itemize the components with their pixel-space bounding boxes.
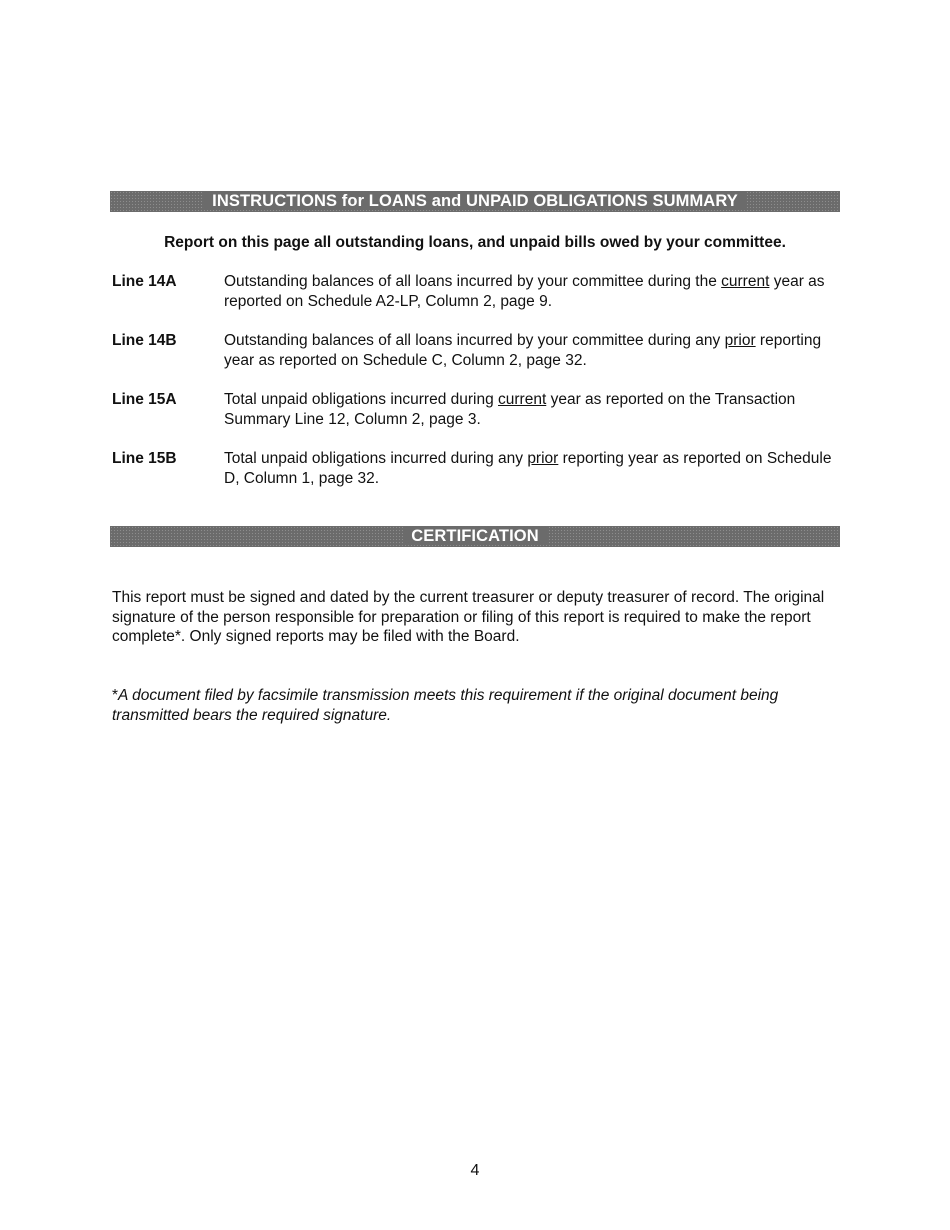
footnote (112, 686, 840, 726)
line-14b-text-emphasis: prior (724, 332, 756, 349)
line-14a-description (224, 272, 834, 311)
line-14b-description (224, 331, 834, 370)
line-15b-label: Line 15B (112, 450, 177, 467)
line-14b-text-post: reporting year as reported on Schedule C, Column 2, page 32. (224, 332, 822, 369)
line-15a-label: Line 15A (112, 391, 177, 408)
line-15b-text-pre: Total unpaid obligations incurred during any (224, 450, 528, 467)
footnote-text: A document filed by facsimile transmission meets this requirement if the original document being transmitted bears the required signature. (112, 687, 779, 724)
instructions-banner (110, 191, 840, 212)
footnote-marker: * (112, 687, 119, 704)
instructions-banner-title: INSTRUCTIONS for LOANS and UNPAID OBLIGATIONS SUMMARY (204, 192, 746, 210)
line-14a-text-pre: Outstanding balances of all loans incurred by your committee during the (224, 273, 722, 290)
line-15a-text-post: year as reported on the Transaction Summary Line 12, Column 2, page 3. (224, 391, 796, 428)
certification-text: This report must be signed and dated by the current treasurer or deputy treasurer of record. The original signature of the person responsible for preparation or filing of this report is required to make the report complete*. Only signed reports may be filed with the Board. (112, 589, 825, 645)
line-14a-text-post: year as reported on Schedule A2-LP, Column 2, page 9. (224, 273, 825, 310)
intro-text: Report on this page all outstanding loans, and unpaid bills owed by your committee. (164, 234, 786, 251)
certification-banner (110, 526, 840, 547)
line-14a-text-emphasis: current (721, 273, 770, 290)
line-14b-text-pre: Outstanding balances of all loans incurred by your committee during any (224, 332, 725, 349)
line-14b-label: Line 14B (112, 332, 177, 349)
line-15a-text-emphasis: current (498, 391, 547, 408)
line-15b-description (224, 449, 834, 488)
line-15a-description (224, 390, 834, 429)
certification-banner-title: CERTIFICATION (403, 527, 546, 545)
line-15b-text-emphasis: prior (527, 450, 559, 467)
page-number: 4 (470, 1162, 480, 1179)
line-15b-text-post: reporting year as reported on Schedule D, Column 1, page 32. (224, 450, 832, 487)
line-14a-label: Line 14A (112, 273, 177, 290)
line-15a-text-pre: Total unpaid obligations incurred during (224, 391, 499, 408)
